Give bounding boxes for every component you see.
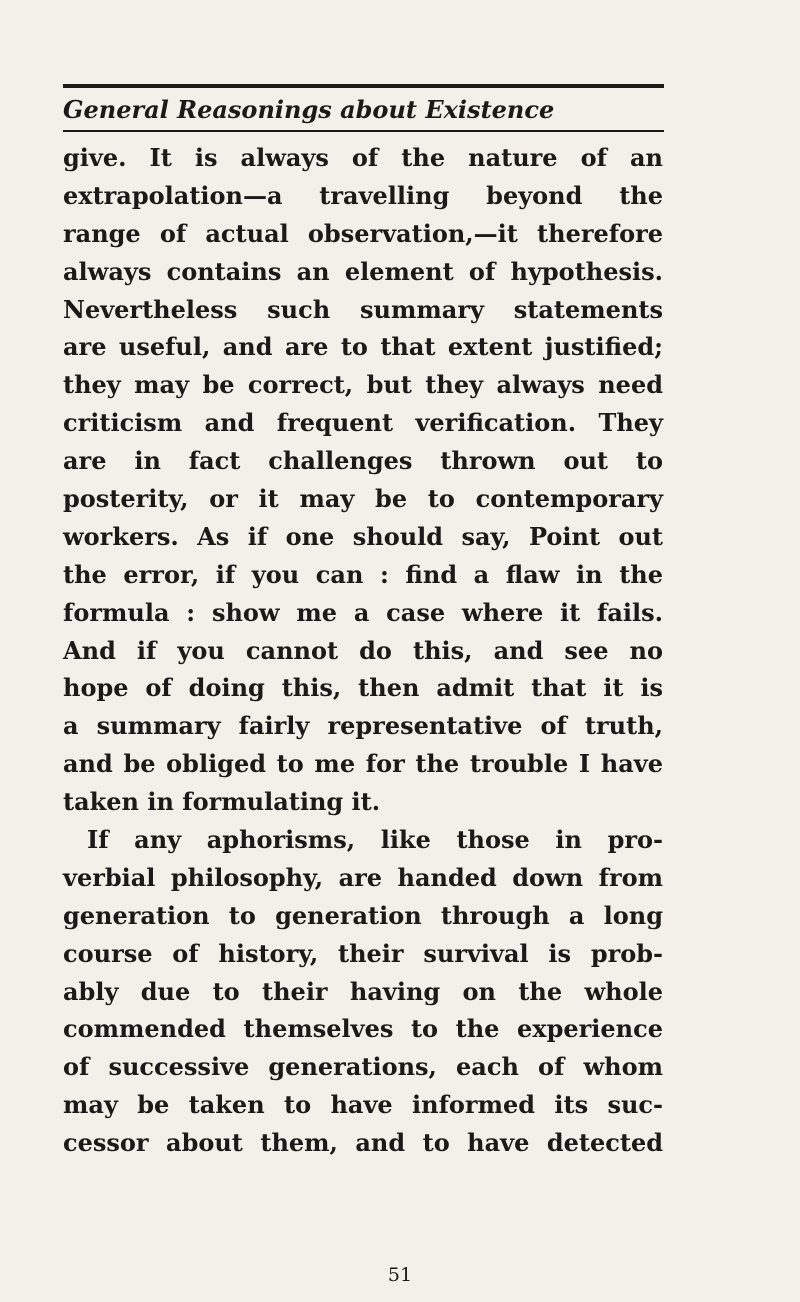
text-line: may be taken to have informed its suc- <box>63 1090 663 1120</box>
text-line: commended themselves to the experience <box>63 1014 663 1044</box>
text-line: are in fact challenges thrown out to <box>63 446 663 476</box>
header-rule <box>63 130 664 132</box>
text-line: ably due to their having on the whole <box>63 976 663 1006</box>
page-number: 51 <box>387 1264 413 1286</box>
text-line: And if you cannot do this, and see no <box>63 635 663 665</box>
text-line: formula : show me a case where it fails. <box>63 597 663 627</box>
text-line: workers. As if one should say, Point out <box>63 521 663 551</box>
text-line: cessor about them, and to have detected <box>63 1128 663 1158</box>
text-line: the error, if you can : find a flaw in the <box>63 559 663 589</box>
text-line: they may be correct, but they always need <box>63 370 663 400</box>
text-line: give. It is always of the nature of an <box>63 143 663 172</box>
text-line: are useful, and are to that extent justified; <box>63 332 663 362</box>
text-line: If any aphorisms, like those in pro- <box>87 825 663 855</box>
top-rule <box>63 84 664 88</box>
text-line: posterity, or it may be to contemporary <box>63 484 663 514</box>
text-line: criticism and frequent verification. They <box>63 408 663 438</box>
running-head: General Reasonings about Existence <box>63 95 555 124</box>
text-line: a summary fairly representative of truth, <box>63 711 663 741</box>
text-line: Nevertheless such summary statements <box>63 294 663 324</box>
text-line: always contains an element of hypothesis. <box>63 256 663 286</box>
text-line: of successive generations, each of whom <box>63 1052 663 1082</box>
text-line: extrapolation—a travelling beyond the <box>63 180 663 210</box>
text-line: verbial philosophy, are handed down from <box>63 862 663 892</box>
text-line: course of history, their survival is prob- <box>63 938 663 968</box>
text-line: taken in formulating it. <box>63 787 381 817</box>
text-line: hope of doing this, then admit that it is <box>63 673 663 703</box>
text-line: range of actual observation,—it therefore <box>63 218 663 248</box>
text-line: and be obliged to me for the trouble I have <box>63 749 663 779</box>
text-line: generation to generation through a long <box>63 900 663 930</box>
body-text <box>63 139 663 1162</box>
